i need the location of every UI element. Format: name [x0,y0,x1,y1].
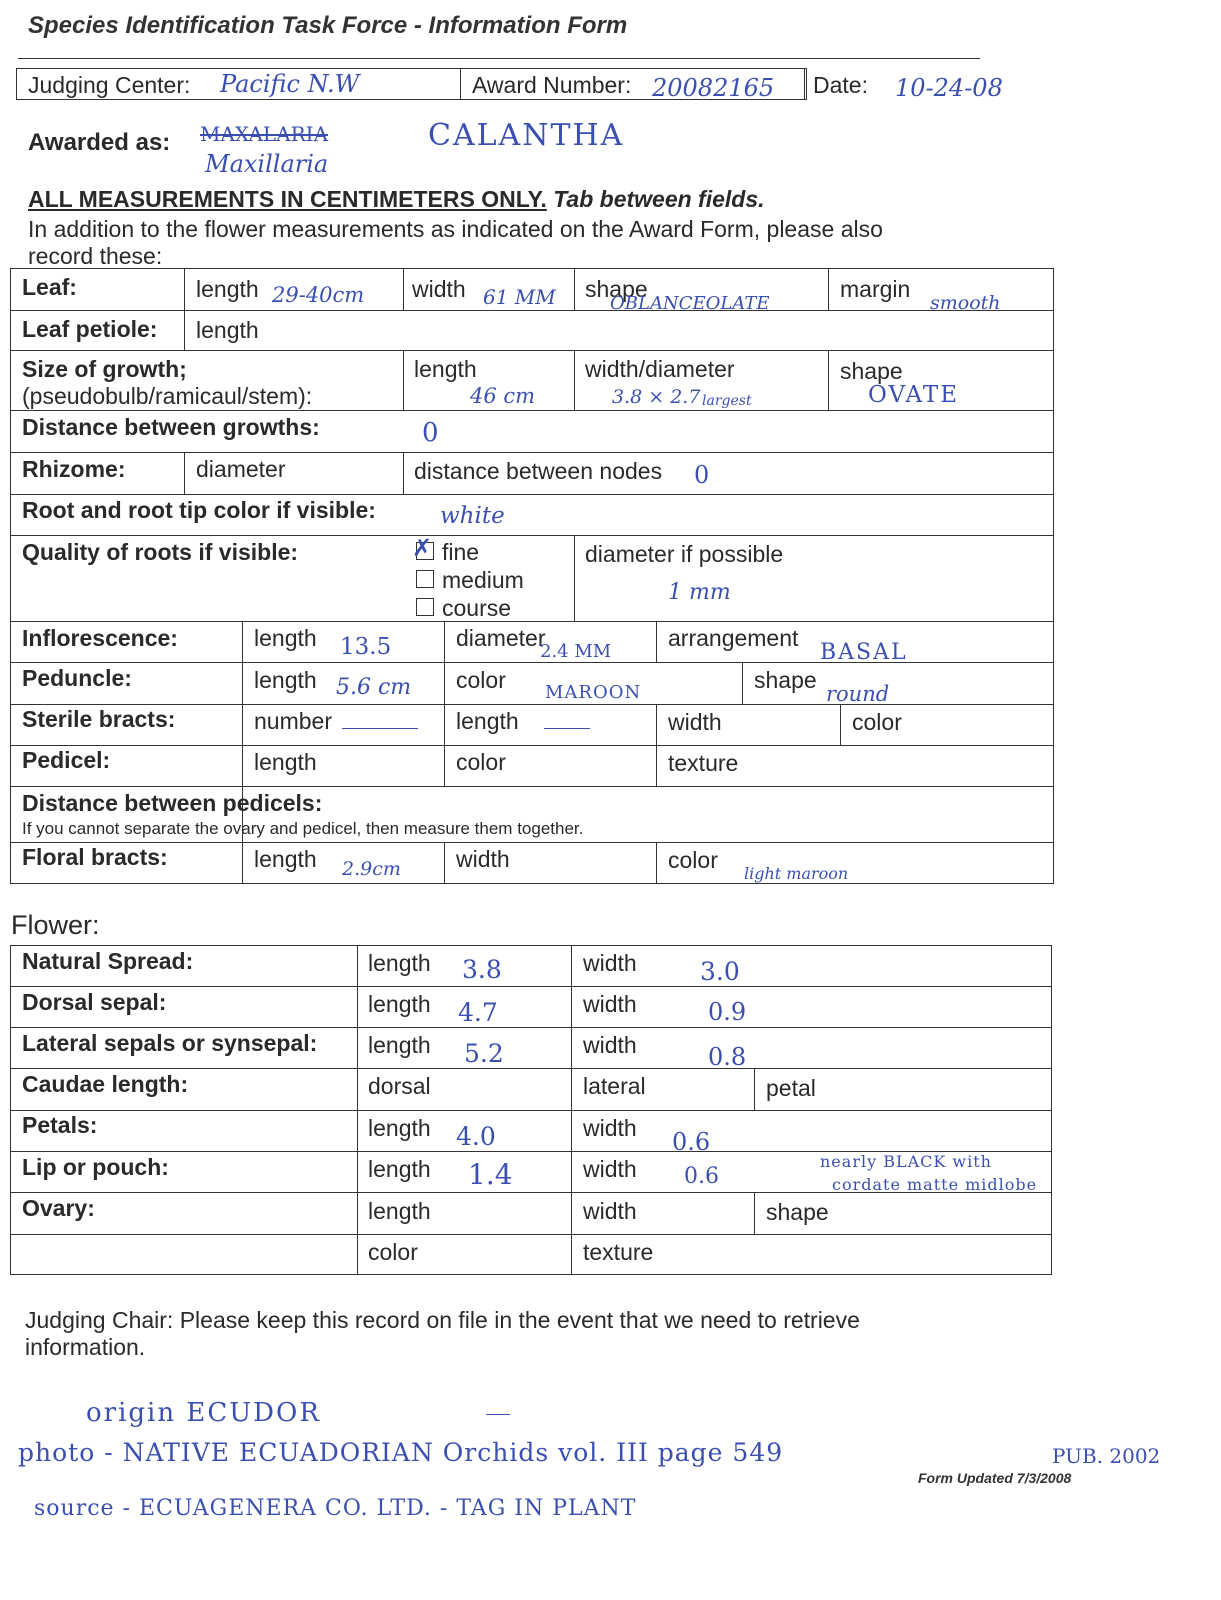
awarded-as-label: Awarded as: [28,129,171,156]
pub-note: PUB. 2002 [1052,1444,1161,1468]
distance-growths-field[interactable]: 0 [422,418,439,448]
course-option-label: course [442,595,512,621]
sterile-bracts-color-label: color [852,709,902,735]
rhizome-nodes-label: distance between nodes [414,458,663,484]
inflorescence-length-field[interactable]: 13.5 [340,634,392,660]
rhizome-diameter-label: diameter [196,456,286,482]
growth-shape-label: shape [840,358,903,384]
inflorescence-length-label: length [254,625,317,651]
ovary-shape-label: shape [766,1199,829,1225]
judging-center-field[interactable]: Pacific N.W [220,70,360,98]
lateral-sepals-length-field[interactable]: 5.2 [464,1039,504,1068]
measurements-heading [28,186,765,213]
distance-pedicels-label: Distance between pedicels: [22,790,323,816]
growth-label: Size of growth; [22,356,187,382]
growth-sublabel: (pseudobulb/ramicaul/stem): [22,383,313,409]
pedicel-length-label: length [254,749,317,775]
lateral-sepals-length-label: length [368,1032,431,1058]
course-checkbox[interactable] [416,598,434,616]
medium-checkbox[interactable] [416,570,434,588]
origin-note: origin ECUDOR [86,1398,321,1428]
growth-shape-field[interactable]: OVATE [868,382,959,408]
lateral-sepals-label: Lateral sepals or synsepal: [22,1030,318,1056]
petals-width-field[interactable]: 0.6 [672,1128,711,1156]
natural-spread-length-field[interactable]: 3.8 [462,955,502,984]
caudae-petal-label: petal [766,1075,816,1101]
lip-label: Lip or pouch: [22,1154,169,1180]
peduncle-length-field[interactable]: 5.6 cm [336,675,412,700]
date-field[interactable]: 10-24-08 [895,74,1003,102]
lip-length-field[interactable]: 1.4 [468,1158,513,1191]
floral-bracts-color-field[interactable]: light maroon [744,864,849,883]
award-number-field[interactable]: 20082165 [652,74,775,102]
root-diameter-label: diameter if possible [585,541,784,567]
rhizome-nodes-field[interactable]: 0 [694,461,710,489]
lip-note-line2: cordate matte midlobe [832,1175,1038,1194]
ovary-texture-label: texture [583,1239,654,1265]
lip-length-label: length [368,1156,431,1182]
peduncle-length-label: length [254,667,317,693]
leaf-width-label: width [412,276,466,302]
form-updated: Form Updated 7/3/2008 [918,1470,1072,1486]
lateral-sepals-width-field[interactable]: 0.8 [708,1043,747,1071]
floral-bracts-width-label: width [456,846,510,872]
leaf-margin-label: margin [840,276,911,302]
sterile-bracts-width-label: width [668,709,722,735]
peduncle-shape-field[interactable]: round [826,682,890,706]
growth-width-field[interactable]: 3.8 × 2.7 [612,386,701,408]
caudae-dorsal-label: dorsal [368,1073,431,1099]
leaf-shape-label: shape [585,276,648,302]
ovary-color-label: color [368,1239,418,1265]
leaf-length-label: length [196,276,259,302]
ovary-label: Ovary: [22,1195,95,1221]
leaf-length-field[interactable]: 29-40cm [272,283,365,307]
awarded-as-field[interactable]: CALANTHA [428,118,625,153]
inflorescence-diameter-label: diameter [456,625,546,651]
sterile-bracts-number-label: number [254,708,332,734]
petals-length-field[interactable]: 4.0 [456,1122,496,1151]
measurements-heading-text: ALL MEASUREMENTS IN CENTIMETERS ONLY. [28,186,547,212]
caudae-lateral-label: lateral [583,1073,646,1099]
fine-check-mark: ✗ [412,534,433,562]
distance-pedicels-note: If you cannot separate the ovary and pedicel, then measure them together. [22,819,584,838]
sterile-bracts-length-label: length [456,708,519,734]
leaf-petiole-label: Leaf petiole: [22,316,158,342]
footer-note-line2: information. [25,1334,146,1360]
judging-center-label: Judging Center: [28,72,191,98]
pedicel-texture-label: texture [668,750,739,776]
instructions-line1: In addition to the flower measurements as indicated on the Award Form, please also [28,216,883,242]
peduncle-label: Peduncle: [22,665,132,691]
growth-width-label: width/diameter [585,356,735,382]
dorsal-sepal-length-label: length [368,991,431,1017]
distance-growths-label: Distance between growths: [22,414,320,440]
petals-length-label: length [368,1115,431,1141]
rhizome-label: Rhizome: [22,456,126,482]
root-quality-label: Quality of roots if visible: [22,539,299,565]
caudae-label: Caudae length: [22,1071,189,1097]
peduncle-color-label: color [456,667,506,693]
dorsal-sepal-width-field[interactable]: 0.9 [708,998,747,1026]
root-color-label: Root and root tip color if visible: [22,497,376,523]
source-note: source - ECUAGENERA CO. LTD. - TAG IN PLANT [34,1496,637,1521]
inflorescence-diameter-field[interactable]: 2.4 MM [540,641,612,662]
leaf-shape-field[interactable]: OBLANCEOLATE [610,293,770,314]
ovary-length-label: length [368,1198,431,1224]
natural-spread-length-label: length [368,950,431,976]
floral-bracts-label: Floral bracts: [22,844,168,870]
instructions-line2: record these: [28,243,163,269]
floral-bracts-length-field[interactable]: 2.9cm [342,858,401,880]
inflorescence-arrangement-field[interactable]: BASAL [820,640,908,665]
title-rule [18,58,980,59]
award-number-label: Award Number: [472,72,632,98]
natural-spread-width-label: width [583,950,637,976]
pedicel-color-label: color [456,749,506,775]
growth-length-field[interactable]: 46 cm [470,384,536,408]
sterile-bracts-length-dash [544,728,590,729]
sterile-bracts-number-dash [342,728,418,729]
ovary-width-label: width [583,1198,637,1224]
date-label: Date: [813,72,868,98]
lateral-sepals-width-label: width [583,1032,637,1058]
petals-label: Petals: [22,1112,98,1138]
photo-note: photo - NATIVE ECUADORIAN Orchids vol. III page 549 [18,1438,784,1467]
root-diameter-field[interactable]: 1 mm [668,580,731,605]
leaf-petiole-length-label: length [196,317,259,343]
sterile-bracts-label: Sterile bracts: [22,706,176,732]
leaf-margin-field[interactable]: smooth [930,292,1001,314]
natural-spread-label: Natural Spread: [22,948,194,974]
dorsal-sepal-width-label: width [583,991,637,1017]
awarded-as-struck: MAXALARIA [200,122,329,146]
dorsal-sepal-label: Dorsal sepal: [22,989,167,1015]
inflorescence-label: Inflorescence: [22,625,178,651]
growth-width-note: largest [702,393,752,409]
leaf-label: Leaf: [22,274,77,300]
root-color-field[interactable]: white [440,503,505,529]
peduncle-shape-label: shape [754,667,817,693]
floral-bracts-length-label: length [254,846,317,872]
pedicel-label: Pedicel: [22,747,111,773]
lip-width-label: width [583,1156,637,1182]
origin-dash [486,1414,510,1415]
lip-note-line1: nearly BLACK with [820,1152,992,1171]
floral-bracts-color-label: color [668,847,718,873]
natural-spread-width-field[interactable]: 3.0 [700,957,740,986]
fine-option-label: fine [442,539,480,565]
growth-length-label: length [414,356,477,382]
form-title: Species Identification Task Force - Information Form [28,12,628,39]
inflorescence-arrangement-label: arrangement [668,625,799,651]
leaf-width-field[interactable]: 61 MM [483,285,556,309]
awarded-as-genus: Maxillaria [205,150,329,178]
tab-note: Tab between fields. [553,186,765,212]
footer-note: Judging Chair: Please keep this record on file in the event that we need to retrieve [25,1307,860,1333]
lip-width-field[interactable]: 0.6 [684,1164,719,1189]
peduncle-color-field[interactable]: MAROON [545,682,642,703]
petals-width-label: width [583,1115,637,1141]
medium-option-label: medium [442,567,524,593]
flower-heading: Flower: [11,910,100,940]
dorsal-sepal-length-field[interactable]: 4.7 [458,998,498,1027]
